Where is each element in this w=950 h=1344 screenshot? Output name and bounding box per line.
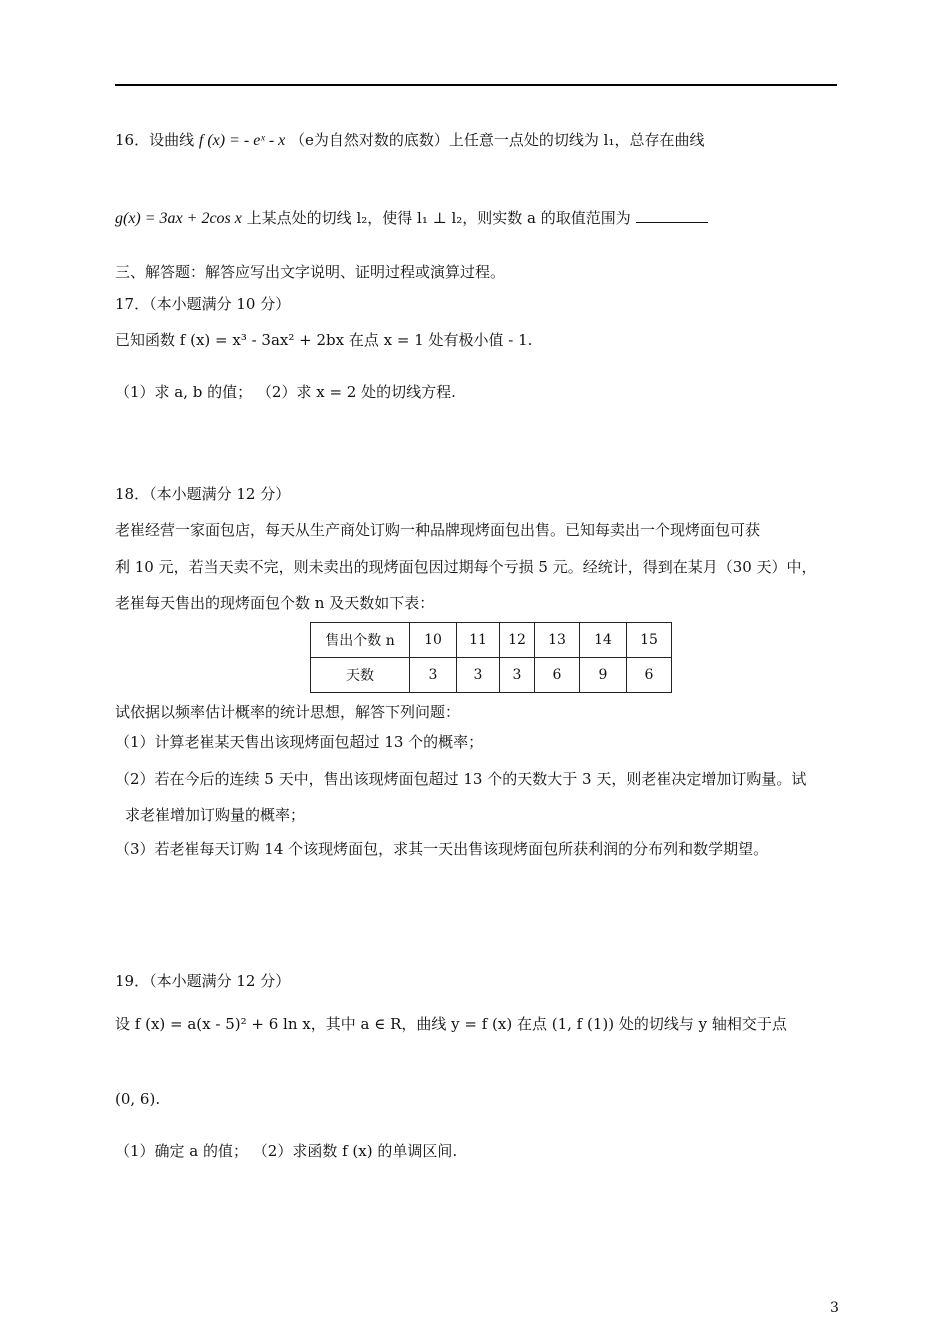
table-row [311,623,672,658]
q19-parts: （1）确定 a 的值； （2）求函数 f (x) 的单调区间. [115,1142,458,1160]
q18-part-2a: （2）若在今后的连续 5 天中，售出该现烤面包超过 13 个的天数大于 3 天，则老崔决定增加订购量。试 [115,770,807,788]
q18-header: 18．（本小题满分 12 分） [115,485,291,503]
q18-para-3: 老崔每天售出的现烤面包个数 n 及天数如下表： [115,594,435,612]
row-label-days: 天数 [311,658,410,693]
table-cell: 6 [535,658,580,693]
q19-line-1: 设 f (x) = a(x - 5)² + 6 ln x，其中 a ∈ R，曲线 y = f (x) 在点 (1, f (1)) 处的切线与 y 轴相交于点 [115,1015,787,1033]
answer-blank [636,208,708,223]
table-cell: 14 [580,623,627,658]
q17-parts: （1）求 a, b 的值； （2）求 x = 2 处的切线方程. [115,383,456,401]
table-cell: 15 [627,623,672,658]
q18-instruction: 试依据以频率估计概率的统计思想，解答下列问题： [115,703,461,721]
table-cell: 6 [627,658,672,693]
q19-line-2: (0, 6). [115,1090,161,1108]
table-cell: 13 [535,623,580,658]
q18-para-2: 利 10 元，若当天卖不完，则未卖出的现烤面包因过期每个亏损 5 元。经统计，得到在某月（30 天）中， [115,558,817,576]
q16-gx: g(x) = 3ax + 2cos x [115,210,242,227]
q16-text: 上某点处的切线 l₂，使得 l₁ ⊥ l₂，则实数 a 的取值范围为 [246,209,631,227]
sales-table [310,622,672,693]
header-rule [115,84,837,86]
table-cell: 11 [457,623,500,658]
q17-header: 17．（本小题满分 10 分） [115,295,291,313]
q17-body: 已知函数 f (x) = x³ - 3ax² + 2bx 在点 x = 1 处有极小值 - 1. [115,331,533,349]
table-cell: 3 [457,658,500,693]
table-cell: 12 [500,623,535,658]
q18-para-1: 老崔经营一家面包店，每天从生产商处订购一种品牌现烤面包出售。已知每卖出一个现烤面包可获 [115,521,761,539]
table-cell: 3 [500,658,535,693]
section-3-heading: 三、解答题：解答应写出文字说明、证明过程或演算过程。 [115,263,506,281]
q16-paren: （e为自然对数的底数）上任意一点处的切线为 l₁，总存在曲线 [290,131,705,149]
page-number: 3 [830,1300,839,1316]
q18-part-1: （1）计算老崔某天售出该现烤面包超过 13 个的概率； [115,733,484,751]
q16-line1 [115,130,705,151]
q16-line2 [115,208,708,229]
table-cell: 9 [580,658,627,693]
q16-fx: f (x) = - eˣ - x [198,132,286,149]
q19-header: 19．（本小题满分 12 分） [115,972,291,990]
row-label-n: 售出个数 n [311,623,410,658]
table-cell: 10 [410,623,457,658]
table-row [311,658,672,693]
table-cell: 3 [410,658,457,693]
q18-part-2b: 求老崔增加订购量的概率； [125,806,306,824]
q16-prefix: 16．设曲线 [115,131,195,149]
q18-part-3: （3）若老崔每天订购 14 个该现烤面包，求其一天出售该现烤面包所获利润的分布列和数学期望。 [115,840,769,858]
